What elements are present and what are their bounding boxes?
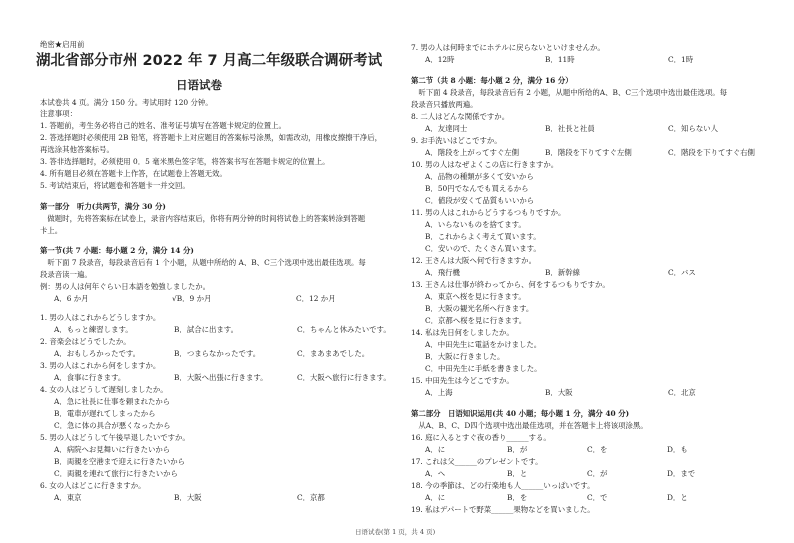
option-a: A．食事に行きます。: [54, 373, 126, 382]
section2-desc: 听下面 4 段录音，每段录音后有 2 小题，从题中所给的A、B、C三个选项中选出最佳选项。每: [411, 88, 728, 97]
option-d: D．も: [667, 445, 688, 454]
question: 13. 王さんは仕事が終わってから、何をするつもりですか。: [411, 280, 610, 289]
option-a: A．階段を上がってすぐ左側: [425, 148, 520, 157]
option-a: A．東京へ桜を見に行きます。: [425, 292, 526, 301]
option-a: A．東京: [54, 493, 82, 502]
option-d: D．と: [667, 493, 688, 502]
note-item: 5. 考试结束后，将试题卷和答题卡一并交回。: [40, 181, 190, 190]
question: 17. これは父______のプレゼントです。: [411, 457, 543, 466]
option-c: C．値段が安くて品質もいいから: [425, 196, 535, 205]
option-a: A．いらないものを捨てます。: [425, 220, 526, 229]
notes-title: 注意事项：: [40, 109, 77, 118]
question: 4. 女の人はどうして遅刻しましたか。: [40, 385, 168, 394]
option-c: C．中田先生に手紙を書きました。: [425, 364, 542, 373]
option-c: C．1時: [668, 55, 694, 64]
option-b: B．これからよく考えて買います。: [425, 232, 541, 241]
option-b: B．電車が遅れてしまったから: [54, 409, 156, 418]
option-c: C．まあまあでした。: [297, 349, 370, 358]
part2-title: 第二部分 日语知识运用(共 40 小题；每小题 1 分，满分 40 分): [411, 409, 630, 418]
option-b: B．試合に出ます。: [174, 325, 238, 334]
option-d: D．まで: [667, 469, 696, 478]
option-c: C．安いので、たくさん買います。: [425, 244, 541, 253]
secret-mark: 绝密★启用前: [40, 40, 85, 49]
option-c: C．階段を下りてすぐ右側: [668, 148, 755, 157]
option-b: B．11時: [545, 55, 575, 64]
option-b: B．両親を空港まで迎えに行きたいから: [54, 457, 186, 466]
section1-title: 第一节(共 7 小题：每小题 2 分，满分 14 分): [40, 246, 194, 255]
option-c: C．で: [587, 493, 608, 502]
example-option-a: A．6 か月: [54, 294, 89, 303]
exam-title: 湖北省部分市州 2022 年 7 月高二年级联合调研考试: [36, 53, 383, 69]
option-a: A．中田先生に電話をかけました。: [425, 340, 542, 349]
note-item: 2. 答选择题时必须使用 2B 铅笔，将答题卡上对应题目的答案标号涂黑，如需改动，用橡皮擦擦干净后，: [40, 133, 383, 142]
option-a: A．12時: [425, 55, 455, 64]
option-b: B．社長と社員: [545, 124, 595, 133]
option-b: B．大阪へ出張に行きます。: [174, 373, 268, 382]
exam-subject: 日语试卷: [176, 78, 222, 92]
option-b: B．50円でなんでも買えるから: [425, 184, 529, 193]
question: 8. 二人はどんな関係ですか。: [411, 112, 510, 121]
page-footer: 日语试卷(第 1 页，共 4 页): [355, 528, 436, 536]
option-c: C．大阪へ旅行に行きます。: [297, 373, 391, 382]
option-c: C．北京: [668, 388, 696, 397]
section2-title: 第二节（共 8 小题：每小题 2 分，满分 16 分）: [411, 76, 573, 85]
option-b: B．を: [507, 493, 528, 502]
section1-desc: 听下面 7 段录音，每段录音后有 1 个小题，从题中所给的 A、B、C三个选项中选出最佳选项。每: [40, 258, 366, 267]
option-b: B．と: [507, 469, 528, 478]
question: 18. 今の季節は、どの行楽地も人______いっぱいです。: [411, 481, 595, 490]
question: 14. 私は先日何をしましたか。: [411, 328, 514, 337]
option-c: C．急に体の具合が悪くなったから: [54, 421, 171, 430]
question: 10. 男の人はなぜよくこの店に行きますか。: [411, 160, 559, 169]
example-question: 例：男の人は何年ぐらい日本語を勉強しましたか。: [40, 282, 210, 291]
question: 6. 女の人はどこに行きますか。: [40, 481, 146, 490]
section2-desc: 段录音只播放两遍。: [411, 100, 478, 109]
option-c: C．を: [587, 445, 608, 454]
option-a: A．おもしろかったです。: [54, 349, 141, 358]
option-a: A．もっと練習します。: [54, 325, 133, 334]
option-b: B．大阪: [545, 388, 573, 397]
note-item: 再选涂其他答案标号。: [40, 145, 114, 154]
option-b: B．階段を下りてすぐ左側: [545, 148, 632, 157]
question: 2. 音楽会はどうでしたか。: [40, 337, 131, 346]
part1-desc: 卡上。: [40, 226, 63, 235]
question: 12. 王さんは大阪へ何で行きますか。: [411, 256, 536, 265]
option-b: B．新幹線: [545, 268, 580, 277]
note-item: 3. 答非选择题时，必须使用 0．5 毫米黑色签字笔，将答案书写在答题卡规定的位置上。: [40, 157, 330, 166]
note-item: 1. 答题前，考生务必将自己的姓名、准考证号填写在答题卡规定的位置上。: [40, 121, 286, 130]
option-c: C．京都へ桜を見に行きます。: [425, 316, 527, 325]
option-c: C．バス: [668, 268, 696, 277]
option-b: B．大阪に行きました。: [425, 352, 505, 361]
part1-desc: 做题时，先将答案标在试卷上，录音内容结束后，你将有两分钟的时间将试卷上的答案转涂到答题: [40, 214, 366, 223]
option-b: B．が: [507, 445, 528, 454]
option-a: A．友達同士: [425, 124, 468, 133]
question: 7. 男の人は何時までにホテルに戻らないといけませんか。: [411, 43, 605, 52]
question: 19. 私はデパートで野菜______果物などを買いました。: [411, 505, 595, 514]
option-a: A．病院へお見舞いに行きたいから: [54, 445, 171, 454]
option-a: A．に: [425, 493, 446, 502]
option-a: A．飛行機: [425, 268, 460, 277]
part1-title: 第一部分 听力(共两节，满分 30 分): [40, 202, 166, 211]
option-b: B．大阪: [174, 493, 202, 502]
option-c: C．ちゃんと休みたいです。: [297, 325, 391, 334]
question: 3. 男の人はこれから何をしますか。: [40, 361, 161, 370]
question: 16. 庭に入るとすぐ夜の香り______する。: [411, 433, 551, 442]
option-a: A．に: [425, 445, 446, 454]
option-c: C．知らない人: [668, 124, 718, 133]
question: 15. 中田先生は今どこですか。: [411, 376, 514, 385]
example-option-c: C．12 か月: [296, 294, 336, 303]
example-option-b: √B．9 か月: [172, 294, 212, 303]
option-c: C．京都: [297, 493, 325, 502]
option-b: B．つまらなかったです。: [174, 349, 261, 358]
question: 1. 男の人はこれからどうしますか。: [40, 313, 161, 322]
question: 9. お手洗いはどこですか。: [411, 136, 502, 145]
question: 5. 男の人はどうして午後早退したいですか。: [40, 433, 190, 442]
option-c: C．両親を連れて旅行に行きたいから: [54, 469, 178, 478]
option-a: A．急に社長に仕事を頼まれたから: [54, 397, 171, 406]
question: 11. 男の人はこれからどうするつもりですか。: [411, 208, 566, 217]
option-c: C．が: [587, 469, 608, 478]
exam-info: 本试卷共 4 页。满分 150 分。考试用时 120 分钟。: [40, 98, 213, 107]
part2-desc: 从A、B、C、D四个选项中选出最佳选项，并在答题卡上将该项涂黑。: [411, 421, 648, 430]
option-a: A．へ: [425, 469, 446, 478]
option-b: B．大阪の観光名所へ行きます。: [425, 304, 534, 313]
option-a: A．品物の種類が多くて安いから: [425, 172, 534, 181]
option-a: A．上海: [425, 388, 453, 397]
note-item: 4. 所有题目必须在答题卡上作答，在试题卷上答题无效。: [40, 169, 227, 178]
section1-desc: 段录音读一遍。: [40, 270, 92, 279]
